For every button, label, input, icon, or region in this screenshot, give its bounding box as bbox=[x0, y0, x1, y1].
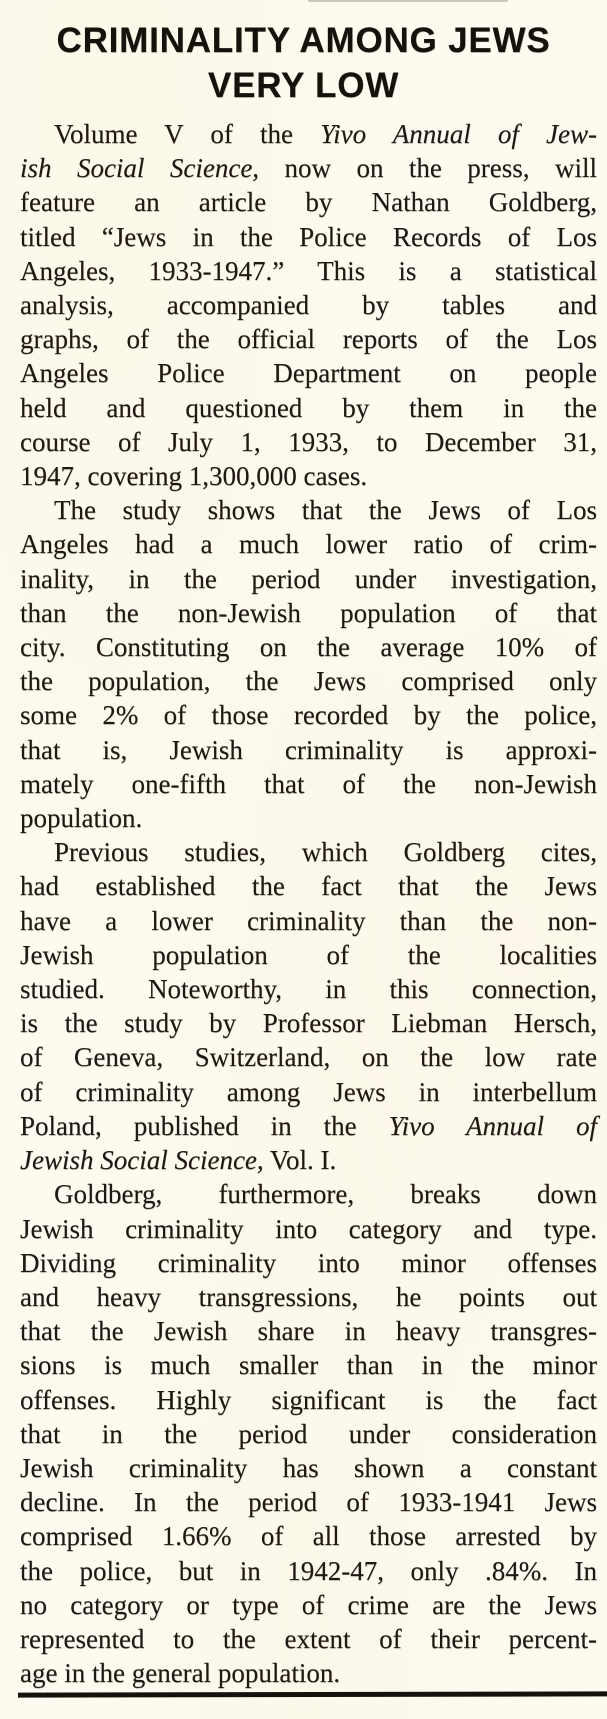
section-divider-rule bbox=[18, 1691, 607, 1697]
text-line: no category or type of crime are the Jews bbox=[20, 1589, 597, 1620]
text-line: had established the fact that the Jews bbox=[20, 871, 597, 902]
article-headline bbox=[12, 18, 595, 108]
text-line: Angeles Police Department on people bbox=[20, 358, 597, 389]
text-line: Jewish criminality into category and type. bbox=[20, 1213, 597, 1244]
text-line: Jewish Social Science, Vol. I. bbox=[20, 1145, 337, 1176]
text-line: analysis, accompanied by tables and bbox=[20, 290, 597, 321]
paragraph bbox=[20, 493, 597, 835]
paragraph bbox=[20, 117, 597, 493]
paragraph bbox=[20, 1177, 597, 1690]
text-line: Dividing criminality into minor offenses bbox=[20, 1247, 597, 1278]
text-line: Goldberg, furthermore, breaks down bbox=[54, 1179, 597, 1210]
text-line: decline. In the period of 1933-1941 Jews bbox=[20, 1487, 597, 1518]
text-line: and heavy transgressions, he points out bbox=[20, 1281, 597, 1312]
text-line: inality, in the period under investigation, bbox=[20, 563, 597, 594]
text-line: that in the period under consideration bbox=[20, 1418, 597, 1449]
italic-text: Jewish Social Science, bbox=[20, 1145, 264, 1176]
text-line: held and questioned by them in the bbox=[20, 392, 597, 423]
italic-text: Yivo Annual of bbox=[388, 1110, 598, 1141]
text-line: Jewish criminality has shown a constant bbox=[20, 1452, 597, 1483]
text-line: have a lower criminality than the non- bbox=[20, 905, 597, 936]
text-line: ish Social Science, now on the press, will bbox=[20, 153, 597, 184]
text-line: course of July 1, 1933, to December 31, bbox=[20, 426, 597, 457]
paragraph bbox=[20, 835, 597, 1177]
text-line: is the study by Professor Liebman Hersch, bbox=[20, 1008, 597, 1039]
text-line: of criminality among Jews in interbellum bbox=[20, 1076, 597, 1107]
text-line: The study shows that the Jews of Los bbox=[54, 495, 597, 526]
text-line: population. bbox=[20, 803, 143, 834]
text-line: 1947, covering 1,300,000 cases. bbox=[20, 461, 368, 492]
text-line: age in the general population. bbox=[20, 1658, 341, 1689]
text-line: feature an article by Nathan Goldberg, bbox=[20, 187, 597, 218]
text-line: Volume V of the Yivo Annual of Jew- bbox=[54, 119, 597, 149]
article-body bbox=[20, 117, 597, 1690]
text-line: mately one-fifth that of the non-Jewish bbox=[20, 768, 597, 799]
text-line: comprised 1.66% of all those arrested by bbox=[20, 1521, 597, 1552]
headline-line-2: VERY LOW bbox=[207, 66, 400, 105]
scan-edge-artifact bbox=[308, 0, 508, 2]
italic-text: ish Social Science, bbox=[20, 153, 260, 184]
text-line: the police, but in 1942-47, only .84%. In bbox=[20, 1555, 597, 1586]
text-line: Previous studies, which Goldberg cites, bbox=[54, 837, 597, 868]
text-line: Angeles had a much lower ratio of crim- bbox=[20, 529, 597, 560]
text-line: Poland, published in the Yivo Annual of bbox=[20, 1110, 598, 1141]
text-line: studied. Noteworthy, in this connection, bbox=[20, 974, 597, 1005]
text-line: sions is much smaller than in the minor bbox=[20, 1350, 597, 1381]
text-line: titled “Jews in the Police Records of Los bbox=[20, 221, 597, 252]
headline-line-1: CRIMINALITY AMONG JEWS bbox=[56, 21, 551, 60]
text-line: city. Constituting on the average 10% of bbox=[20, 632, 597, 663]
italic-text: Yivo Annual of Jew- bbox=[320, 119, 597, 149]
text-line: some 2% of those recorded by the police, bbox=[20, 700, 597, 731]
text-line: the population, the Jews comprised only bbox=[20, 666, 597, 697]
text-line: graphs, of the official reports of the Los bbox=[20, 324, 597, 355]
text-line: of Geneva, Switzerland, on the low rate bbox=[20, 1042, 597, 1073]
text-line: represented to the extent of their percent- bbox=[20, 1623, 597, 1654]
text-line: offenses. Highly significant is the fact bbox=[20, 1384, 597, 1415]
text-line: Angeles, 1933-1947.” This is a statistical bbox=[20, 255, 597, 286]
text-line: than the non-Jewish population of that bbox=[20, 597, 597, 628]
text-line: that the Jewish share in heavy transgres- bbox=[20, 1316, 597, 1347]
text-line: that is, Jewish criminality is approxi- bbox=[20, 734, 597, 765]
text-line: Jewish population of the localities bbox=[20, 939, 597, 970]
